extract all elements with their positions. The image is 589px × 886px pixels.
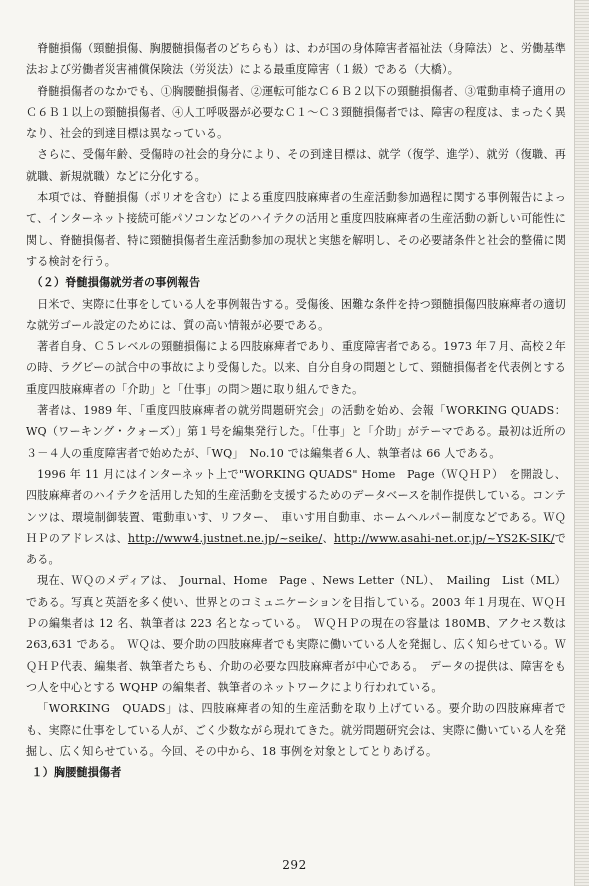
url-link[interactable]: http://www4.justnet.ne.jp/~seike/ — [127, 531, 323, 545]
paragraph: 脊髄損傷者のなかでも、①胸腰髄損傷者、②運転可能なＣ６Ｂ２以下の頸髄損傷者、③電動車椅子適用のＣ６Ｂ１以上の頸髄損傷者、④人工呼吸器が必要なＣ１～Ｃ３頸髄損傷者では、障害の程度は、まったく異なり、社会的到達目標は異なっている。 — [26, 84, 566, 141]
url-link[interactable]: http://www.asahi-net.or.jp/~YS2K-SIK/ — [333, 531, 555, 545]
paragraph: 「WORKING QUADS」は、四肢麻痺者の知的生産活動を取り上げている。要介助の四肢麻痺者でも、実際に仕事をしている人が、ごく少数ながら現れてきた。就労問題研究会は、実際に働いている人を発掘し、広く知らせている。今回、その中から、18 事例を対象としてとりあげる。 — [26, 702, 566, 758]
paragraph: さらに、受傷年齢、受傷時の社会的身分により、その到達目標は、就学（復学、進学）、就労（復職、再就職、新規就職）などに分化する。 — [26, 148, 566, 183]
paragraph: 現在、ＷＱのメディアは、 Journal、Home Page 、News Letter（NL）、 Mailing List（ML）である。写真と英語を多く使い、世界とのコミュニケーションを目指している。2003 年１月現在、ＷＱＨＰの編集者は 12 名、執筆者は 223 名となっている。 ＷＱＨＰの現在の容量は 180MB、アクセス数は 263,631 である。 ＷＱは、要介助の四肢麻痺者でも実際に働いている人を発掘し、広く知らせている。ＷＱＨＰ代表、編集者、執筆者たちも、介助の必要な四肢麻痺者が中心である。 データの提供は、障害をもつ人を中心とする WQHP の編集者、執筆者のネットワークにより行われている。 — [26, 574, 566, 694]
paragraph: 日米で、実際に仕事をしている人を事例報告する。受傷後、困難な条件を持つ頸髄損傷四肢麻痺者の適切な就労ゴール設定のためには、質の高い情報が必要である。 — [26, 297, 566, 332]
paragraph: 著者自身、Ｃ５レベルの頸髄損傷による四肢麻痺者であり、重度障害者である。1973 年７月、高校２年の時、ラグビーの試合中の事故により受傷した。以来、自分自身の問題として、頸髄損傷者を代表例とする重度四肢麻痺者の「介助」と「仕事」の問＞題に取り組んできた。 — [26, 340, 566, 396]
body-text — [26, 38, 566, 783]
paragraph-text: である。 — [26, 531, 566, 567]
paragraph: 本項では、脊髄損傷（ポリオを含む）による重度四肢麻痺者の生産活動参加過程に関する事例報告によって、インターネット接続可能パソコンなどのハイテクの活用と重度四肢麻痺者の生産活動の新しい可能性に関し、脊髄損傷者、特に頸髄損傷者生産活動参加の現状と実態を解明し、その必要諸条件と社会的整備に関する検討を行う。 — [26, 191, 566, 268]
page-number: 292 — [282, 858, 307, 872]
subsection-heading: １）胸腰髄損傷者 — [31, 766, 122, 780]
paragraph: 著者は、1989 年、「重度四肢麻痺者の就労問題研究会」の活動を始め、会報「WORKING QUADS：WQ（ワーキング・クォーズ）」第１号を編集発行した。「仕事」と「介助」がテーマである。最初は近所の３－４人の重度障害者で始めたが、「WQ」 No.10 では編集者６人、執筆者は 66 人である。 — [26, 404, 566, 460]
paragraph-text: 1996 年 11 月にはインターネット上で"WORKING QUADS" Home Page（ＷＱＨＰ） を開設し、四肢麻痺者のハイテクを活用した知的生産活動を支援するためのデータベースを制作提供している。コンテンツは、環境制御装置、電動車いす、リフター、 車いす用自動車、ホームヘルパー制度などである。ＷＱＨＰのアドレスは、 — [26, 467, 566, 545]
separator: 、 — [322, 531, 334, 545]
paragraph: 脊髄損傷（頸髄損傷、胸腰髄損傷者のどちらも）は、わが国の身体障害者福祉法（身障法）と、労働基準法および労働者災害補償保険法（労災法）による最重度障害（１級）である（大橋）。 — [26, 42, 566, 77]
section-heading: （２）脊髄損傷就労者の事例報告 — [31, 276, 201, 290]
binding-edge — [574, 0, 589, 886]
paragraph-wqhp — [26, 464, 566, 570]
